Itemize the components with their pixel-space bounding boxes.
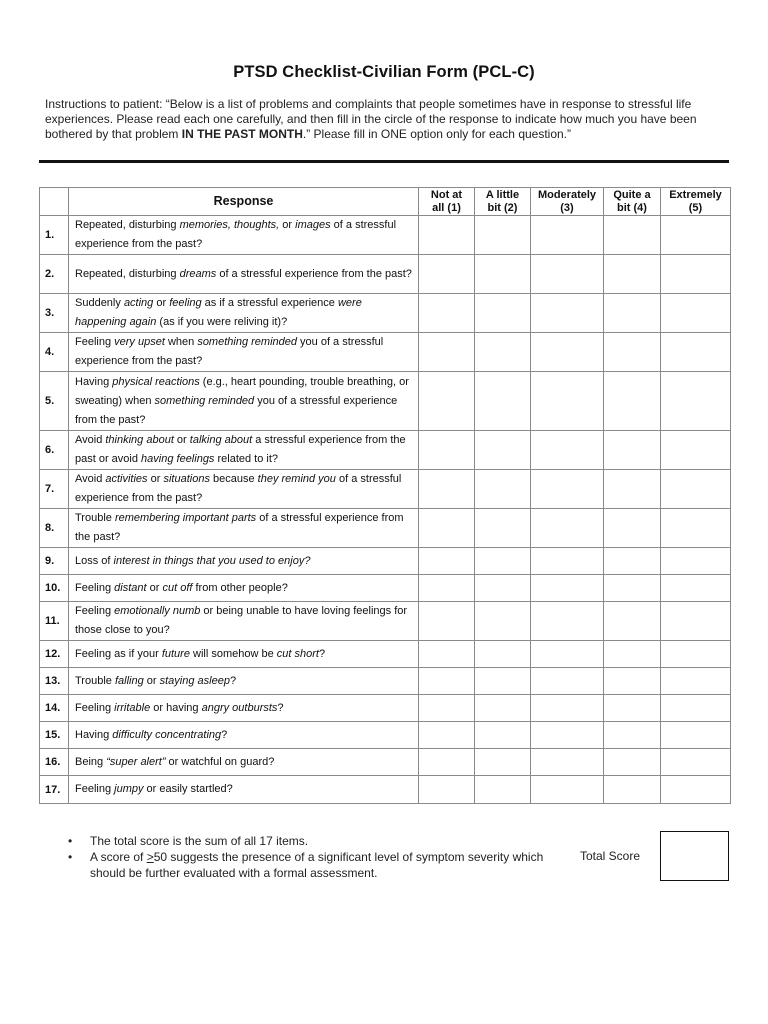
option-cell-4[interactable] xyxy=(604,255,661,294)
item-text-part: (as if you were reliving it)? xyxy=(156,316,288,328)
page-title: PTSD Checklist-Civilian Form (PCL-C) xyxy=(233,63,535,81)
option-cell-4[interactable] xyxy=(604,776,661,804)
option-cell-3[interactable] xyxy=(531,372,604,431)
option-cell-3[interactable] xyxy=(531,602,604,641)
item-text xyxy=(69,749,419,776)
table-row xyxy=(40,333,731,372)
item-text-part: Feeling xyxy=(75,783,115,795)
option-cell-4[interactable] xyxy=(604,722,661,749)
item-text xyxy=(69,575,419,602)
item-text-part: from other people? xyxy=(192,581,288,594)
item-text-part: or watchful on guard? xyxy=(165,755,275,768)
option-cell-4[interactable] xyxy=(604,602,661,641)
item-text xyxy=(69,255,419,294)
option-cell-4[interactable] xyxy=(604,641,661,668)
item-text-part: Repeated, disturbing xyxy=(75,219,180,231)
instructions xyxy=(45,97,735,142)
item-text-part: as if a stressful experience xyxy=(201,297,338,309)
option-cell-2[interactable] xyxy=(475,333,531,372)
option-cell-3[interactable] xyxy=(531,695,604,722)
option-cell-1[interactable] xyxy=(419,294,475,333)
table-row xyxy=(40,431,731,470)
option-header-2 xyxy=(475,188,531,216)
item-text-italic: future xyxy=(161,647,190,660)
note-2-text-start: A score of xyxy=(90,850,147,864)
table-row xyxy=(40,509,731,548)
item-text xyxy=(69,722,419,749)
item-text-italic: something reminded xyxy=(154,394,255,407)
item-number: 17. xyxy=(40,776,69,804)
item-text-part: of a stressful experience from the past? xyxy=(75,512,404,543)
option-cell-2[interactable] xyxy=(475,548,531,575)
item-text xyxy=(69,641,419,668)
option-4-line1: Quite a xyxy=(613,188,651,201)
item-text-part: or being unable to have loving feelings for those close to you? xyxy=(75,605,408,636)
item-number: 6. xyxy=(40,431,69,470)
total-score-box[interactable] xyxy=(660,831,729,881)
item-text-part: of a stressful experience from the past? xyxy=(216,267,412,280)
option-cell-2[interactable] xyxy=(475,641,531,668)
option-2-line2: bit (2) xyxy=(487,201,518,214)
option-cell-2[interactable] xyxy=(475,668,531,695)
option-cell-3[interactable] xyxy=(531,216,604,255)
instructions-text: Instructions to patient: “Below is a list of problems and complaints that people sometimes have in response to stressful life experiences. Please read each one carefully, and then fill in the circle of the response to indicate how much you have been bothered by that problem xyxy=(45,97,697,141)
option-3-line1: Moderately xyxy=(537,188,597,201)
note-bullet-2 xyxy=(90,849,548,881)
option-cell-1[interactable] xyxy=(419,333,475,372)
option-5-line1: Extremely xyxy=(669,188,722,201)
item-text-part: of a stressful experience from the past? xyxy=(75,473,402,504)
item-text-part: or easily startled? xyxy=(143,783,233,795)
item-text-part: ? xyxy=(221,728,228,741)
item-text xyxy=(69,333,419,372)
option-cell-3[interactable] xyxy=(531,575,604,602)
instructions-text-end: .” Please fill in ONE option only for each question.” xyxy=(302,127,572,141)
item-text-part: or xyxy=(143,674,160,687)
item-text-italic: memories, thoughts, xyxy=(179,219,280,231)
item-number: 7. xyxy=(40,470,69,509)
item-text-part: Having xyxy=(75,728,113,741)
option-cell-3[interactable] xyxy=(531,668,604,695)
item-text-italic: very upset xyxy=(114,336,165,348)
option-cell-5[interactable] xyxy=(661,255,731,294)
item-text-part: Feeling xyxy=(75,701,115,714)
item-text-part: Trouble xyxy=(75,512,115,524)
item-text-part: ? xyxy=(229,674,237,687)
option-cell-1[interactable] xyxy=(419,470,475,509)
item-text-italic: they remind you xyxy=(257,473,336,485)
option-cell-1[interactable] xyxy=(419,548,475,575)
item-text-part: Having xyxy=(75,375,113,388)
option-cell-5[interactable] xyxy=(661,641,731,668)
item-text-part: Trouble xyxy=(75,674,115,687)
option-cell-3[interactable] xyxy=(531,294,604,333)
table-row xyxy=(40,216,731,255)
item-text-italic: jumpy xyxy=(114,783,144,795)
item-text-italic: interest in things that you used to enjoy? xyxy=(113,554,311,567)
item-number: 16. xyxy=(40,749,69,776)
option-cell-4[interactable] xyxy=(604,216,661,255)
option-header-1 xyxy=(419,188,475,216)
item-number: 1. xyxy=(40,216,69,255)
table-row xyxy=(40,372,731,431)
item-text-italic: were happening again xyxy=(75,297,362,328)
item-text-part: Feeling xyxy=(75,581,115,594)
option-cell-5[interactable] xyxy=(661,695,731,722)
option-cell-4[interactable] xyxy=(604,470,661,509)
table-row xyxy=(40,722,731,749)
item-text-italic: images xyxy=(295,219,331,231)
item-number: 10. xyxy=(40,575,69,602)
item-text xyxy=(69,602,419,641)
item-number: 2. xyxy=(40,255,69,294)
option-3-line2: (3) xyxy=(560,201,574,214)
option-cell-2[interactable] xyxy=(475,509,531,548)
table-row xyxy=(40,641,731,668)
option-cell-5[interactable] xyxy=(661,749,731,776)
item-text-part: or xyxy=(147,473,164,485)
item-text-part: you of a stressful experience from the past? xyxy=(75,336,384,367)
option-cell-4[interactable] xyxy=(604,509,661,548)
item-text-italic: irritable xyxy=(114,701,151,714)
item-text-part: Suddenly xyxy=(75,297,124,309)
option-cell-5[interactable] xyxy=(661,216,731,255)
item-text-italic: emotionally numb xyxy=(114,605,201,617)
item-text-part: will somehow be xyxy=(189,647,277,660)
item-text-italic: distant xyxy=(114,581,147,594)
option-1-line1: Not at xyxy=(430,188,463,201)
option-cell-4[interactable] xyxy=(604,575,661,602)
item-number: 12. xyxy=(40,641,69,668)
option-cell-3[interactable] xyxy=(531,255,604,294)
item-number: 11. xyxy=(40,602,69,641)
option-cell-2[interactable] xyxy=(475,575,531,602)
table-row xyxy=(40,602,731,641)
item-text xyxy=(69,216,419,255)
item-text-part: related to it? xyxy=(214,453,279,465)
option-cell-5[interactable] xyxy=(661,372,731,431)
item-text xyxy=(69,294,419,333)
option-cell-5[interactable] xyxy=(661,668,731,695)
item-text xyxy=(69,509,419,548)
option-cell-1[interactable] xyxy=(419,695,475,722)
option-cell-1[interactable] xyxy=(419,602,475,641)
option-header-4 xyxy=(604,188,661,216)
option-cell-5[interactable] xyxy=(661,575,731,602)
symptom-table xyxy=(39,187,731,804)
item-text-part: or xyxy=(173,434,190,446)
option-cell-3[interactable] xyxy=(531,749,604,776)
table-row xyxy=(40,668,731,695)
table-row xyxy=(40,470,731,509)
table-row xyxy=(40,548,731,575)
option-cell-2[interactable] xyxy=(475,749,531,776)
option-cell-1[interactable] xyxy=(419,216,475,255)
item-text-italic: physical reactions xyxy=(112,375,200,388)
option-cell-4[interactable] xyxy=(604,294,661,333)
item-text xyxy=(69,431,419,470)
item-text-part: Feeling as if your xyxy=(75,647,162,660)
option-cell-4[interactable] xyxy=(604,431,661,470)
item-text-italic: difficulty concentrating xyxy=(112,728,222,741)
item-number: 3. xyxy=(40,294,69,333)
item-text-part: Repeated, disturbing xyxy=(75,267,180,280)
item-number: 5. xyxy=(40,372,69,431)
greater-equal-symbol: > xyxy=(146,850,154,864)
item-text-part: (e.g., heart pounding, trouble breathing, or sweating) when xyxy=(75,375,409,407)
option-cell-5[interactable] xyxy=(661,722,731,749)
item-text-italic: something reminded xyxy=(197,336,297,348)
item-text-italic: falling xyxy=(114,674,144,687)
option-cell-1[interactable] xyxy=(419,776,475,804)
option-cell-1[interactable] xyxy=(419,509,475,548)
option-cell-2[interactable] xyxy=(475,695,531,722)
note-bullet-1 xyxy=(90,833,548,849)
item-text-italic: dreams xyxy=(179,267,217,280)
option-cell-4[interactable] xyxy=(604,372,661,431)
item-number: 8. xyxy=(40,509,69,548)
option-5-line2: (5) xyxy=(688,201,703,214)
option-cell-5[interactable] xyxy=(661,548,731,575)
option-header-5 xyxy=(661,188,731,216)
option-4-line2: bit (4) xyxy=(617,201,647,214)
option-cell-1[interactable] xyxy=(419,668,475,695)
option-cell-5[interactable] xyxy=(661,602,731,641)
note-1-text: The total score is the sum of all 17 items. xyxy=(90,834,309,848)
note-2-text-end: 50 suggests the presence of a significant level of symptom severity which should be further evaluated with a formal assessment. xyxy=(90,850,544,880)
option-cell-1[interactable] xyxy=(419,749,475,776)
option-cell-1[interactable] xyxy=(419,255,475,294)
table-row xyxy=(40,776,731,804)
option-cell-1[interactable] xyxy=(419,575,475,602)
item-text-part: of a stressful experience from the past? xyxy=(75,219,397,250)
item-text-part: you of a stressful experience from the past? xyxy=(75,394,398,426)
item-text-italic: thinking about xyxy=(105,434,174,446)
option-cell-5[interactable] xyxy=(661,776,731,804)
option-cell-2[interactable] xyxy=(475,602,531,641)
option-cell-5[interactable] xyxy=(661,333,731,372)
option-2-line1: A little xyxy=(485,188,520,201)
item-text-italic: angry outbursts xyxy=(201,701,278,714)
option-cell-2[interactable] xyxy=(475,372,531,431)
option-cell-3[interactable] xyxy=(531,776,604,804)
item-text-part: or having xyxy=(150,701,202,714)
option-cell-2[interactable] xyxy=(475,776,531,804)
table-row xyxy=(40,294,731,333)
item-text-part: when xyxy=(164,336,198,348)
table-row xyxy=(40,575,731,602)
option-cell-4[interactable] xyxy=(604,333,661,372)
item-text-part: Avoid xyxy=(75,473,106,485)
option-cell-4[interactable] xyxy=(604,668,661,695)
item-text xyxy=(69,668,419,695)
number-header xyxy=(40,188,69,216)
item-text-part: Avoid xyxy=(75,434,106,446)
option-cell-4[interactable] xyxy=(604,548,661,575)
item-text xyxy=(69,776,419,804)
option-1-line2: all (1) xyxy=(432,201,461,214)
option-cell-1[interactable] xyxy=(419,372,475,431)
option-cell-2[interactable] xyxy=(475,431,531,470)
item-number: 15. xyxy=(40,722,69,749)
item-text-part: Feeling xyxy=(75,336,115,348)
option-cell-1[interactable] xyxy=(419,722,475,749)
total-score-label: Total Score xyxy=(580,849,641,863)
option-cell-3[interactable] xyxy=(531,470,604,509)
item-text-italic: cut off xyxy=(162,581,193,594)
item-text-part: Feeling xyxy=(75,605,115,617)
scoring-notes xyxy=(68,833,548,881)
option-cell-2[interactable] xyxy=(475,722,531,749)
item-text xyxy=(69,548,419,575)
item-text xyxy=(69,470,419,509)
table-row xyxy=(40,695,731,722)
option-cell-2[interactable] xyxy=(475,294,531,333)
instructions-emphasis: IN THE PAST MONTH xyxy=(181,127,303,141)
item-text-italic: staying asleep xyxy=(159,674,230,687)
option-cell-5[interactable] xyxy=(661,431,731,470)
option-cell-3[interactable] xyxy=(531,509,604,548)
item-text xyxy=(69,372,419,431)
option-cell-1[interactable] xyxy=(419,641,475,668)
option-cell-3[interactable] xyxy=(531,641,604,668)
item-number: 13. xyxy=(40,668,69,695)
item-text-italic: talking about xyxy=(189,434,253,446)
item-text-italic: “super alert” xyxy=(106,755,166,768)
option-cell-2[interactable] xyxy=(475,470,531,509)
option-cell-3[interactable] xyxy=(531,333,604,372)
item-number: 4. xyxy=(40,333,69,372)
item-text-italic: remembering important parts xyxy=(114,512,257,524)
option-cell-1[interactable] xyxy=(419,431,475,470)
option-cell-5[interactable] xyxy=(661,294,731,333)
option-cell-3[interactable] xyxy=(531,431,604,470)
item-text-italic: having feelings xyxy=(141,453,215,465)
divider xyxy=(39,160,729,163)
item-text-part: ? xyxy=(277,701,284,714)
option-cell-4[interactable] xyxy=(604,695,661,722)
item-text-part: or xyxy=(146,581,163,594)
option-cell-2[interactable] xyxy=(475,255,531,294)
header-row xyxy=(40,188,731,216)
option-cell-2[interactable] xyxy=(475,216,531,255)
item-number: 9. xyxy=(40,548,69,575)
option-cell-3[interactable] xyxy=(531,722,604,749)
item-text-italic: activities xyxy=(105,473,148,485)
item-text-italic: situations xyxy=(163,473,210,485)
item-text-part: or xyxy=(153,297,170,309)
response-header: Response xyxy=(69,188,419,216)
table-row xyxy=(40,255,731,294)
table-row xyxy=(40,749,731,776)
option-cell-5[interactable] xyxy=(661,470,731,509)
item-text-italic: acting xyxy=(123,297,154,309)
item-text-part: ? xyxy=(318,647,326,660)
item-text-part: because xyxy=(209,473,258,485)
item-text-italic: feeling xyxy=(169,297,202,309)
option-cell-5[interactable] xyxy=(661,509,731,548)
item-text xyxy=(69,695,419,722)
option-cell-3[interactable] xyxy=(531,548,604,575)
item-number: 14. xyxy=(40,695,69,722)
item-text-part: Being xyxy=(75,755,107,768)
item-text-part: a stressful experience from the past or avoid xyxy=(75,434,406,465)
option-header-3 xyxy=(531,188,604,216)
option-cell-4[interactable] xyxy=(604,749,661,776)
item-text-italic: cut short xyxy=(276,647,319,660)
item-text-part: or xyxy=(279,219,296,231)
item-text-part: Loss of xyxy=(75,554,114,567)
